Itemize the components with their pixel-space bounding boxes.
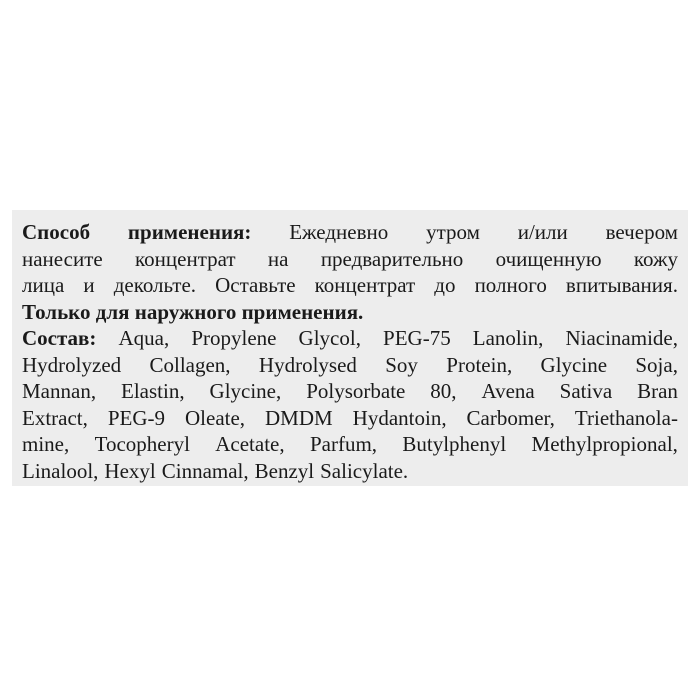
ingredient-word: Triethanola- [574, 405, 678, 430]
usage-word: и/или [517, 220, 568, 244]
composition-line-4 [22, 405, 678, 432]
composition-line-5 [22, 431, 678, 458]
ingredient-word: Polysorbate [306, 379, 406, 403]
ingredient-word: Hydrolysed [258, 352, 357, 377]
ingredient-word: Cinnamal, [161, 458, 249, 483]
usage-word: Оставьте [215, 273, 296, 297]
usage-word: на [267, 246, 289, 271]
ingredient-word: Soja, [635, 352, 678, 377]
usage-word: полного [474, 273, 547, 297]
ingredient-word: Hydantoin, [352, 405, 447, 430]
external-use-line [22, 299, 678, 326]
ingredient-word: Glycine [540, 352, 608, 377]
ingredient-word: Niacinamide, [565, 326, 678, 350]
composition-line-1 [22, 325, 678, 352]
usage-line-1 [22, 219, 678, 246]
ingredient-word: mine, [22, 432, 70, 456]
usage-word: лица [22, 273, 65, 297]
ingredients-panel [12, 210, 688, 486]
ingredient-word: 80, [430, 379, 457, 403]
ingredient-word: Tocopheryl [94, 432, 190, 456]
composition-line-2 [22, 352, 678, 379]
usage-word: до [434, 273, 456, 297]
ingredient-word: Salicylate. [320, 458, 409, 483]
usage-heading-word-1: Способ [22, 220, 91, 244]
ingredient-word: Glycol, [298, 326, 361, 350]
ingredient-word: Mannan, [22, 379, 97, 403]
ingredient-word: DMDM [265, 405, 333, 430]
ingredient-word: Acetate, [215, 432, 285, 456]
ingredient-word: Hydrolyzed [22, 352, 122, 377]
ingredient-word: Protein, [446, 352, 513, 377]
ingredient-word: Benzyl [254, 458, 315, 483]
composition-heading: Состав: [22, 326, 97, 350]
ingredient-word: Soy [385, 352, 418, 377]
ingredient-word: Butylphenyl [402, 432, 507, 456]
ingredient-word: Sativa [559, 379, 613, 403]
usage-word: концентрат [135, 246, 236, 271]
external-use-note: Только для наружного применения. [22, 299, 364, 324]
ingredient-word: PEG-9 [107, 405, 166, 430]
usage-word: впитывания. [565, 273, 678, 297]
ingredient-word: Glycine, [209, 379, 282, 403]
ingredient-word: Aqua, [118, 326, 170, 350]
ingredient-word: Extract, [22, 405, 88, 430]
ingredient-word: Avena [481, 379, 535, 403]
usage-word: вечером [605, 220, 678, 244]
ingredient-word: Elastin, [121, 379, 185, 403]
ingredient-word: Carbomer, [466, 405, 555, 430]
ingredient-word: Oleate, [185, 405, 246, 430]
usage-word: кожу [633, 246, 678, 271]
usage-word: нанесите [22, 246, 103, 271]
usage-word: и [83, 273, 95, 297]
usage-word: утром [426, 220, 480, 244]
ingredient-word: Propylene [191, 326, 277, 350]
usage-line-3 [22, 272, 678, 299]
usage-word: декольте. [113, 273, 197, 297]
ingredient-word: Lanolin, [472, 326, 544, 350]
ingredient-word: Linalool, [22, 458, 99, 483]
usage-word: предварительно [320, 246, 464, 271]
ingredient-word: Parfum, [309, 432, 378, 456]
usage-heading-word-2: применения: [127, 220, 252, 244]
usage-word: Ежедневно [289, 220, 389, 244]
ingredient-word: Methylpropional, [531, 432, 678, 456]
usage-word: очищенную [495, 246, 602, 271]
ingredient-word: PEG-75 [383, 326, 451, 350]
ingredient-word: Collagen, [149, 352, 231, 377]
usage-line-2 [22, 246, 678, 273]
ingredient-word: Bran [637, 379, 678, 403]
ingredient-word: Hexyl [104, 458, 156, 483]
composition-line-3 [22, 378, 678, 405]
composition-line-6 [22, 458, 678, 485]
usage-word: концентрат [314, 273, 416, 297]
